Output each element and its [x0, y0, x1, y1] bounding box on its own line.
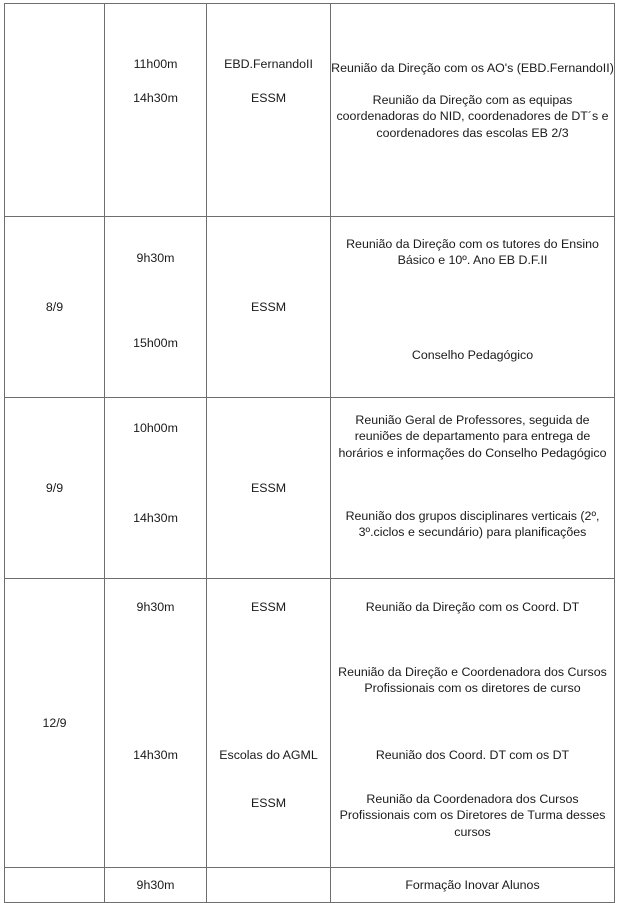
row-date-cell: [5, 217, 105, 398]
entry-description: Reunião Geral de Professores, seguida de reuniões de departamento para entrega de horários e informações do Conselho Pedagógico: [338, 413, 607, 460]
entry-time: 10h00m: [133, 421, 178, 435]
entry-description: Reunião dos grupos disciplinares verticais (2º, 3º.ciclos e secundário) para planificações: [345, 509, 600, 540]
entry-time: 9h30m: [136, 877, 175, 892]
row-time-cell: [105, 4, 207, 217]
entry-time: 14h30m: [133, 511, 178, 525]
entry-place: EBD.FernandoII: [224, 56, 313, 71]
entry-time: 14h30m: [133, 747, 178, 762]
row-time-cell: [105, 868, 207, 903]
entry-time: 11h00m: [133, 56, 178, 71]
row-description-cell: [331, 4, 615, 217]
table-row: [5, 579, 615, 868]
row-date: 8/9: [45, 299, 64, 314]
row-date-cell: [5, 4, 105, 217]
table-row: [5, 868, 615, 903]
entry-time: 9h30m: [136, 599, 175, 614]
entry-place: ESSM: [250, 599, 287, 614]
row-date-cell: [5, 398, 105, 579]
entry-place: [207, 635, 330, 725]
entry-time: 15h00m: [133, 336, 178, 350]
entry-place: ESSM: [250, 91, 287, 105]
entry-description: Reunião da Direção e Coordenadora dos Cursos Profissionais com os diretores de curso: [338, 664, 607, 695]
row-place-cell: [207, 868, 331, 903]
row-description-cell: [331, 868, 615, 903]
entry-description: Formação Inovar Alunos: [405, 877, 540, 892]
row-place-cell: [207, 4, 331, 217]
entry-place: Escolas do AGML: [219, 747, 318, 762]
entry-place: ESSM: [250, 480, 287, 495]
row-date: 9/9: [45, 480, 64, 495]
row-date-cell: [5, 579, 105, 868]
entry-description: Reunião da Direção com as equipas coordenadoras do NID, coordenadores de DT´s e coordenadores das escolas EB 2/3: [336, 93, 609, 140]
entry-place: ESSM: [250, 796, 287, 810]
entry-time: 14h30m: [133, 91, 178, 105]
table-row: [5, 4, 615, 217]
entry-time: [105, 635, 206, 725]
entry-description: Conselho Pedagógico: [411, 348, 534, 362]
row-time-cell: [105, 398, 207, 579]
entry-place: [207, 868, 330, 902]
row-date: 12/9: [42, 715, 67, 730]
row-place-cell: [207, 579, 331, 868]
row-time-cell: [105, 217, 207, 398]
table-row: [5, 398, 615, 579]
row-description-cell: [331, 398, 615, 579]
schedule-table: [4, 3, 615, 903]
entry-description: Reunião da Direção com os AO's (EBD.FernandoII): [331, 60, 614, 75]
row-place-cell: [207, 398, 331, 579]
row-date-cell: [5, 868, 105, 903]
row-description-cell: [331, 217, 615, 398]
row-time-cell: [105, 579, 207, 868]
entry-time: 9h30m: [136, 250, 175, 265]
entry-description: Reunião da Direção com os tutores do Ensino Básico e 10º. Ano EB D.F.II: [346, 236, 599, 267]
entry-description: Reunião dos Coord. DT com os DT: [375, 747, 570, 762]
row-place-cell: [207, 217, 331, 398]
table-row: [5, 217, 615, 398]
entry-time: [105, 785, 206, 867]
entry-description: Reunião da Coordenadora dos Cursos Profissionais com os Diretores de Turma desses cursos: [339, 792, 606, 839]
row-description-cell: [331, 579, 615, 868]
entry-description: Reunião da Direção com os Coord. DT: [365, 599, 580, 614]
entry-place: ESSM: [250, 299, 287, 314]
